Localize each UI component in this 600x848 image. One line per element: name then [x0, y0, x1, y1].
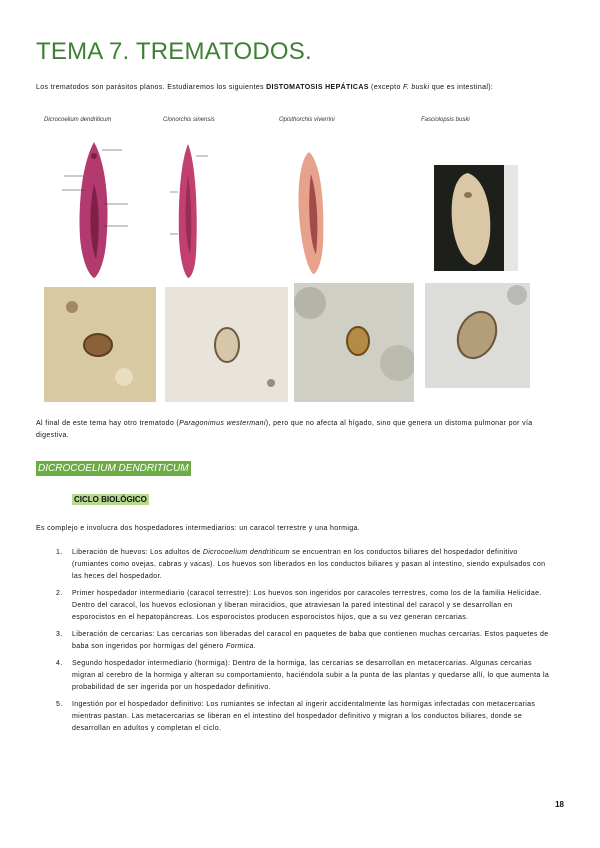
step-label: Ingestión por el hospedador definitivo:	[72, 701, 204, 708]
intro-text: (excepto	[368, 84, 403, 91]
intro-sentence: Es complejo e involucra dos hospedadores intermediarios: un caracol terrestre y una hormiga.	[36, 525, 361, 532]
caption-opisthorchis: Opisthorchis viverrini	[279, 117, 335, 123]
list-item	[36, 588, 556, 624]
intro-bold: DISTOMATOSIS HEPÁTICAS	[266, 84, 369, 91]
list-number: 4.	[56, 660, 63, 667]
step-text: se encuentran en los conductos biliares del hospedador definitivo (rumiantes como ovejas, cabras y vacas). Los huevos son liberados en los conductos biliares y pasan al intestino, siendo expulsados con las heces del hospedador.	[72, 549, 546, 580]
list-item	[36, 547, 556, 583]
step-text: Dentro de la hormiga, las cercarias se desarrollan en metacercarias. Algunas cercarias migran al cerebro de la hormiga y alteran su comportamiento, haciéndola subir a la punta de las plantas y quedarse allí, lo que aumenta la probabilidad de ser ingerida por un hospedador definitivo.	[72, 660, 550, 691]
caption-clonorchis: Clonorchis sinensis	[163, 117, 215, 123]
step-text: Los adultos de	[147, 549, 203, 556]
step-text: Los rumiantes se infectan al ingerir accidentalmente las hormigas infectadas con metacercarias mientras pastan. Las metacercarias se liberan en el intestino del hospedador definitivo y migran a los conductos biliares, donde se desarrollan en adultos y completan el ciclo.	[72, 701, 536, 732]
final-text: Al final de este tema hay otro trematodo (	[36, 420, 180, 427]
step-italic: Formica	[225, 643, 254, 650]
section-heading: DICROCOELIUM DENDRITICUM	[38, 463, 189, 474]
list-item	[36, 629, 556, 653]
fasciolopsis-egg-image	[425, 283, 530, 388]
step-label: Segundo hospedador intermediario (hormiga):	[72, 660, 231, 667]
final-text: ), pero que no afecta al hígado, sino que genera un distoma pulmonar por vía digestiva.	[36, 420, 533, 439]
step-label: Primer hospedador intermediario (caracol terrestre):	[72, 590, 252, 597]
list-number: 3.	[56, 631, 63, 638]
lifecycle-list	[36, 547, 556, 740]
list-number: 1.	[56, 549, 63, 556]
opisthorchis-adult-image	[283, 134, 403, 282]
step-text: Los huevos son ingeridos por caracoles terrestres, como los de la familia Helicidae. Dentro del caracol, los huevos eclosionan y liberan miracidios, que atraviesan la pared intestinal del caracol y se desarrollan en esporocistos en el hepatopáncreas. Los esporocistos producen esporocistos hijos, que a su vez generan cercarias.	[72, 590, 542, 621]
dicrocoelium-adult-image	[40, 134, 148, 282]
list-item	[36, 699, 556, 735]
page-title: TEMA 7. TREMATODOS.	[36, 38, 312, 65]
list-number: 2.	[56, 590, 63, 597]
clonorchis-adult-image	[162, 134, 262, 282]
opisthorchis-egg-image	[294, 283, 414, 402]
dicrocoelium-egg-image	[44, 287, 156, 402]
intro-text: Los trematodos son parásitos planos. Estudiaremos los siguientes	[36, 84, 267, 91]
intro-text: que es intestinal):	[429, 84, 494, 91]
step-text: Las cercarias son liberadas del caracol en paquetes de baba que contienen muchas cercarias. Estos paquetes de baba son ingeridos por hormigas del género	[72, 631, 549, 650]
caption-dicrocoelium: Dicrocoelium dendriticum	[44, 117, 112, 123]
page-number: 18	[555, 800, 564, 809]
step-label: Liberación de huevos:	[72, 549, 148, 556]
fasciolopsis-adult-image	[434, 165, 518, 271]
final-italic: Paragonimus westermani	[179, 420, 266, 427]
subsection-heading: CICLO BIOLÓGICO	[74, 495, 147, 504]
step-italic: Dicrocoelium dendriticum	[202, 549, 290, 556]
step-label: Liberación de cercarias:	[72, 631, 155, 638]
clonorchis-egg-image	[165, 287, 288, 402]
intro-italic: F. buski	[403, 84, 430, 91]
list-item	[36, 658, 556, 694]
final-paragraph	[36, 418, 556, 442]
list-number: 5.	[56, 701, 63, 708]
caption-fasciolopsis: Fasciolopsis buski	[421, 117, 470, 123]
intro-paragraph	[36, 82, 576, 94]
step-text: .	[253, 643, 257, 650]
